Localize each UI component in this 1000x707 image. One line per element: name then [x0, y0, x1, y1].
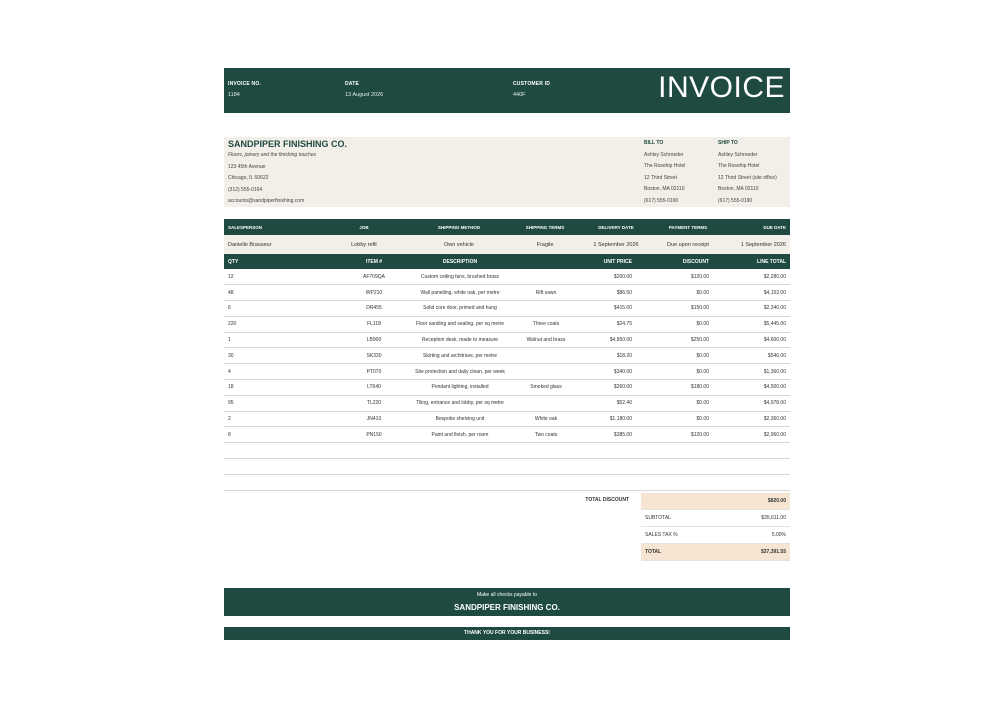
- description-cell: Pendant lighting, installed: [404, 380, 516, 396]
- meta-header: DELIVERY DATE: [576, 219, 656, 235]
- invoice-number: 1184: [228, 92, 240, 98]
- sales-tax-row: [641, 527, 790, 544]
- line-total-cell: $4,152.00: [713, 285, 790, 301]
- discount-cell: $180.00: [636, 380, 713, 396]
- ship-to-line: (617) 555-0190: [718, 197, 753, 204]
- meta-header: SHIPPING METHOD: [404, 219, 514, 235]
- empty-row: [224, 474, 790, 490]
- line-total-cell: $546.00: [713, 348, 790, 364]
- line-total-cell: $4,600.00: [713, 332, 790, 348]
- empty-cell: [636, 459, 713, 475]
- notes-cell: [516, 395, 576, 411]
- bill-to-line: (617) 555-0190: [644, 197, 679, 204]
- item-number-cell: LT640: [344, 380, 404, 396]
- item-number-cell: AF709QA: [344, 269, 404, 285]
- payment-footer: [224, 588, 790, 616]
- empty-row: [224, 459, 790, 475]
- notes-cell: [516, 301, 576, 317]
- line-total-cell: $2,360.00: [713, 411, 790, 427]
- description-cell: Custom ceiling fans, brushed brass: [404, 269, 516, 285]
- order-meta-table: [224, 219, 790, 254]
- empty-cell: [224, 459, 344, 475]
- subtotal-row: [641, 510, 790, 527]
- empty-cell: [636, 474, 713, 490]
- description-cell: Bespoke shelving unit: [404, 411, 516, 427]
- line-total-header: LINE TOTAL: [713, 254, 790, 269]
- discount-cell: $0.00: [636, 364, 713, 380]
- empty-cell: [224, 474, 344, 490]
- notes-cell: Rift sawn: [516, 285, 576, 301]
- subtotal-label: SUBTOTAL: [645, 514, 671, 521]
- item-number-header: ITEM #: [344, 254, 404, 269]
- qty-cell: 6: [224, 301, 344, 317]
- empty-cell: [713, 443, 790, 459]
- items-header-row: [224, 254, 790, 269]
- invoice-number-label: INVOICE NO.: [228, 81, 262, 87]
- line-total-cell: $1,360.00: [713, 364, 790, 380]
- party-info: [224, 137, 790, 207]
- discount-cell: $150.00: [636, 301, 713, 317]
- customer-id: 440F: [513, 92, 526, 98]
- line-item-row: [224, 269, 790, 285]
- company-name: SANDPIPER FINISHING CO.: [228, 139, 348, 149]
- total-discount-value: $820.00: [767, 497, 786, 504]
- subtotal-value: $35,611.00: [761, 514, 786, 521]
- shipping-method: Own vehicle: [404, 235, 514, 254]
- empty-cell: [344, 474, 404, 490]
- company-block: [228, 139, 347, 204]
- qty-header: QTY: [224, 254, 344, 269]
- checks-note: Make all checks payable to: [476, 591, 538, 598]
- meta-value-row: [224, 235, 790, 254]
- item-number-cell: TL220: [344, 395, 404, 411]
- item-number-cell: SK330: [344, 348, 404, 364]
- unit-price-cell: $4,850.00: [576, 332, 636, 348]
- job: Lobby refit: [324, 235, 404, 254]
- empty-cell: [516, 443, 576, 459]
- ship-to-block: [718, 140, 777, 204]
- invoice-number-block: [228, 81, 261, 98]
- invoice-header: [224, 68, 790, 113]
- line-item-row: [224, 301, 790, 317]
- discount-cell: $0.00: [636, 395, 713, 411]
- description-cell: Tiling, entrance and lobby, per sq metre: [404, 395, 516, 411]
- empty-cell: [636, 443, 713, 459]
- description-cell: Site protection and daily clean, per week: [404, 364, 516, 380]
- empty-row: [224, 443, 790, 459]
- line-item-row: [224, 348, 790, 364]
- meta-header: JOB: [324, 219, 404, 235]
- qty-cell: 48: [224, 285, 344, 301]
- meta-header-row: [224, 219, 790, 235]
- company-city: Chicago, IL 60622: [228, 175, 269, 181]
- qty-cell: 95: [224, 395, 344, 411]
- empty-cell: [404, 474, 516, 490]
- totals-box: [641, 493, 790, 561]
- due-date: 1 September 2026: [720, 235, 790, 254]
- notes-cell: Two coats: [516, 427, 576, 443]
- empty-cell: [576, 474, 636, 490]
- qty-cell: 30: [224, 348, 344, 364]
- customer-id-label: CUSTOMER ID: [513, 81, 551, 87]
- company-street: 123 45th Avenue: [228, 163, 266, 170]
- qty-cell: 4: [224, 364, 344, 380]
- empty-cell: [404, 459, 516, 475]
- unit-price-cell: $86.50: [576, 285, 636, 301]
- discount-cell: $0.00: [636, 285, 713, 301]
- line-total-cell: $4,500.00: [713, 380, 790, 396]
- item-number-cell: WP210: [344, 285, 404, 301]
- item-number-cell: JN410: [344, 411, 404, 427]
- line-total-cell: $4,978.00: [713, 395, 790, 411]
- total-label: TOTAL: [645, 548, 662, 555]
- thank-you-banner: THANK YOU FOR YOUR BUSINESS!: [224, 627, 790, 640]
- line-item-row: [224, 364, 790, 380]
- discount-header: DISCOUNT: [636, 254, 713, 269]
- line-total-cell: $2,280.00: [713, 269, 790, 285]
- footer-company-name: SANDPIPER FINISHING CO.: [454, 602, 560, 612]
- qty-cell: 2: [224, 411, 344, 427]
- meta-header: DUE DATE: [720, 219, 790, 235]
- delivery-date: 1 September 2026: [576, 235, 656, 254]
- empty-cell: [576, 459, 636, 475]
- notes-cell: Three coats: [516, 316, 576, 332]
- unit-price-cell: $52.40: [576, 395, 636, 411]
- empty-cell: [713, 459, 790, 475]
- bill-to-label: BILL TO: [644, 140, 664, 146]
- ship-to-label: SHIP TO: [718, 140, 738, 146]
- empty-cell: [404, 443, 516, 459]
- line-item-row: [224, 332, 790, 348]
- discount-cell: $120.00: [636, 427, 713, 443]
- shipping-terms: Fragile: [514, 235, 576, 254]
- company-phone: (312) 555-0164: [228, 186, 263, 193]
- line-item-row: [224, 380, 790, 396]
- description-cell: Wall panelling, white oak, per metre: [404, 285, 516, 301]
- ship-to-line: Boston, MA 02110: [718, 186, 759, 192]
- bill-to-line: 12 Third Street: [644, 174, 677, 181]
- item-number-cell: PN150: [344, 427, 404, 443]
- bill-to-line: Ashley Schroeder: [644, 151, 684, 158]
- empty-cell: [224, 443, 344, 459]
- line-item-row: [224, 411, 790, 427]
- item-number-cell: PT070: [344, 364, 404, 380]
- bill-to-line: The Rosehip Hotel: [644, 163, 686, 169]
- line-item-row: [224, 427, 790, 443]
- discount-cell: $250.00: [636, 332, 713, 348]
- invoice-title: INVOICE: [658, 71, 785, 104]
- line-total-cell: $2,340.00: [713, 301, 790, 317]
- qty-cell: 18: [224, 380, 344, 396]
- totals-section: [224, 493, 790, 563]
- description-cell: Reception desk, made to measure: [404, 332, 516, 348]
- empty-cell: [344, 443, 404, 459]
- description-cell: Floor sanding and sealing, per sq metre: [404, 316, 516, 332]
- discount-cell: $0.00: [636, 411, 713, 427]
- customer-id-block: [513, 81, 550, 98]
- empty-cell: [516, 459, 576, 475]
- unit-price-header: UNIT PRICE: [576, 254, 636, 269]
- unit-price-cell: $200.00: [576, 269, 636, 285]
- total-discount-label: TOTAL DISCOUNT: [585, 496, 629, 503]
- date-label: DATE: [345, 81, 360, 87]
- description-cell: Skirting and architrave, per metre: [404, 348, 516, 364]
- salesperson: Danielle Brasseur: [224, 235, 324, 254]
- unit-price-cell: $340.00: [576, 364, 636, 380]
- meta-header: SHIPPING TERMS: [514, 219, 576, 235]
- company-tagline: Floors, joinery and the finishing touches: [228, 152, 317, 158]
- line-total-cell: $5,445.00: [713, 316, 790, 332]
- unit-price-cell: $1,180.00: [576, 411, 636, 427]
- description-cell: Solid core door, primed and hung: [404, 301, 516, 317]
- line-items-table: [224, 254, 790, 491]
- invoice-page: [224, 68, 790, 640]
- meta-header: SALESPERSON: [224, 219, 324, 235]
- empty-cell: [516, 474, 576, 490]
- empty-cell: [576, 443, 636, 459]
- discount-cell: $0.00: [636, 348, 713, 364]
- discount-cell: $0.00: [636, 316, 713, 332]
- bill-to-block: [644, 140, 685, 204]
- empty-cell: [344, 459, 404, 475]
- invoice-date: 13 August 2026: [345, 92, 384, 98]
- item-number-cell: DR455: [344, 301, 404, 317]
- line-item-row: [224, 285, 790, 301]
- line-item-row: [224, 395, 790, 411]
- notes-cell: [516, 364, 576, 380]
- line-total-cell: $2,960.00: [713, 427, 790, 443]
- qty-cell: 12: [224, 269, 344, 285]
- notes-header: [516, 254, 576, 269]
- sales-tax-value: 5.00%: [771, 531, 786, 538]
- empty-cell: [713, 474, 790, 490]
- qty-cell: 220: [224, 316, 344, 332]
- unit-price-cell: $24.75: [576, 316, 636, 332]
- meta-header: PAYMENT TERMS: [656, 219, 720, 235]
- notes-cell: [516, 269, 576, 285]
- total-row: [641, 544, 790, 561]
- unit-price-cell: $415.00: [576, 301, 636, 317]
- ship-to-line: 12 Third Street (site office): [718, 174, 777, 181]
- sales-tax-label: SALES TAX %: [645, 531, 678, 538]
- payment-terms: Due upon receipt: [656, 235, 720, 254]
- qty-cell: 1: [224, 332, 344, 348]
- discount-cell: $120.00: [636, 269, 713, 285]
- unit-price-cell: $385.00: [576, 427, 636, 443]
- notes-cell: Smoked glass: [516, 380, 576, 396]
- notes-cell: [516, 348, 576, 364]
- date-block: [345, 81, 383, 98]
- notes-cell: White oak: [516, 411, 576, 427]
- item-number-cell: LB900: [344, 332, 404, 348]
- company-email: accounts@sandpiperfinishing.com: [228, 198, 305, 204]
- ship-to-line: The Rosehip Hotel: [718, 163, 760, 169]
- item-number-cell: FL118: [344, 316, 404, 332]
- line-item-row: [224, 316, 790, 332]
- ship-to-line: Ashley Schroeder: [718, 151, 758, 158]
- qty-cell: 8: [224, 427, 344, 443]
- description-header: DESCRIPTION: [404, 254, 516, 269]
- description-cell: Paint and finish, per room: [404, 427, 516, 443]
- unit-price-cell: $18.20: [576, 348, 636, 364]
- bill-to-line: Boston, MA 02110: [644, 186, 685, 192]
- unit-price-cell: $260.00: [576, 380, 636, 396]
- total-discount-row: [641, 493, 790, 510]
- total-value: $37,391.55: [760, 548, 786, 555]
- notes-cell: Walnut and brass: [516, 332, 576, 348]
